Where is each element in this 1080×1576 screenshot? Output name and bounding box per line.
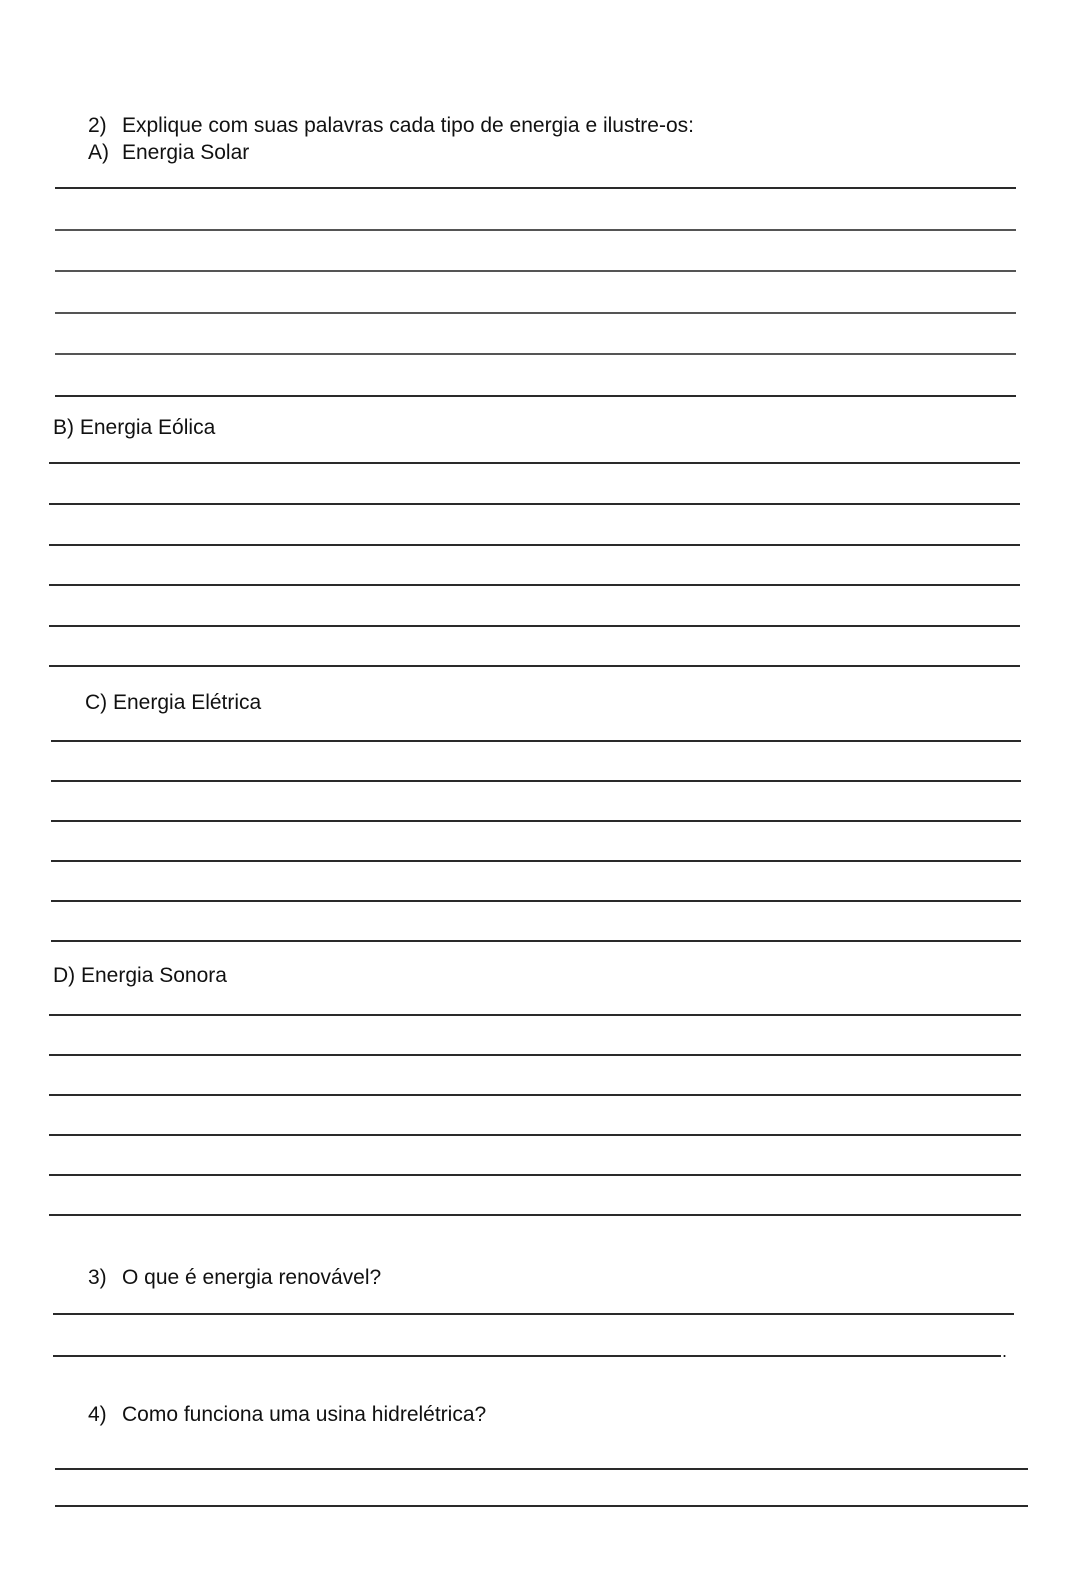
answer-line-c-6[interactable] (51, 940, 1021, 942)
answer-line-d-6[interactable] (49, 1214, 1021, 1216)
item-c-heading: C) Energia Elétrica (85, 691, 262, 714)
answer-line-a-2[interactable] (55, 229, 1016, 231)
question-2 (88, 114, 694, 138)
answer-line-c-3[interactable] (51, 820, 1021, 822)
item-d-heading: D) Energia Sonora (53, 964, 227, 987)
cut-off-text-fragment (110, 1566, 550, 1576)
item-a-heading (88, 141, 249, 165)
answer-line-a-1[interactable] (55, 187, 1016, 189)
item-b-heading: B) Energia Eólica (53, 416, 216, 439)
answer-line-b-5[interactable] (49, 625, 1020, 627)
answer-line-c-2[interactable] (51, 780, 1021, 782)
item-a-marker: A) (88, 141, 109, 164)
answer-line-d-5[interactable] (49, 1174, 1021, 1176)
answer-line-a-5[interactable] (55, 353, 1016, 355)
question-3 (88, 1266, 381, 1290)
question-3-text: O que é energia renovável? (122, 1266, 382, 1289)
answer-line-a-3[interactable] (55, 270, 1016, 272)
answer-line-c-4[interactable] (51, 860, 1021, 862)
answer-line-d-3[interactable] (49, 1094, 1021, 1096)
question-4 (88, 1403, 486, 1427)
answer-line-d-1[interactable] (49, 1014, 1021, 1016)
question-4-text: Como funciona uma usina hidrelétrica? (122, 1403, 487, 1426)
answer-line-q3-1[interactable] (53, 1313, 1014, 1315)
answer-line-b-2[interactable] (49, 503, 1020, 505)
answer-line-q3-2[interactable] (53, 1355, 1001, 1357)
item-a-label: Energia Solar (122, 141, 250, 164)
answer-line-q4-2[interactable] (55, 1505, 1028, 1507)
question-3-number: 3) (88, 1266, 107, 1289)
answer-line-a-4[interactable] (55, 312, 1016, 314)
answer-line-b-1[interactable] (49, 462, 1020, 464)
answer-line-c-5[interactable] (51, 900, 1021, 902)
answer-line-d-2[interactable] (49, 1054, 1021, 1056)
question-3-end-mark: . (1002, 1341, 1008, 1361)
question-2-text: Explique com suas palavras cada tipo de energia e ilustre-os: (122, 114, 694, 137)
answer-line-b-3[interactable] (49, 544, 1020, 546)
answer-line-b-4[interactable] (49, 584, 1020, 586)
question-4-number: 4) (88, 1403, 107, 1426)
answer-line-a-6[interactable] (55, 395, 1016, 397)
answer-line-b-6[interactable] (49, 665, 1020, 667)
answer-line-c-1[interactable] (51, 740, 1021, 742)
question-2-number: 2) (88, 114, 107, 137)
answer-line-q4-1[interactable] (55, 1468, 1028, 1470)
answer-line-d-4[interactable] (49, 1134, 1021, 1136)
